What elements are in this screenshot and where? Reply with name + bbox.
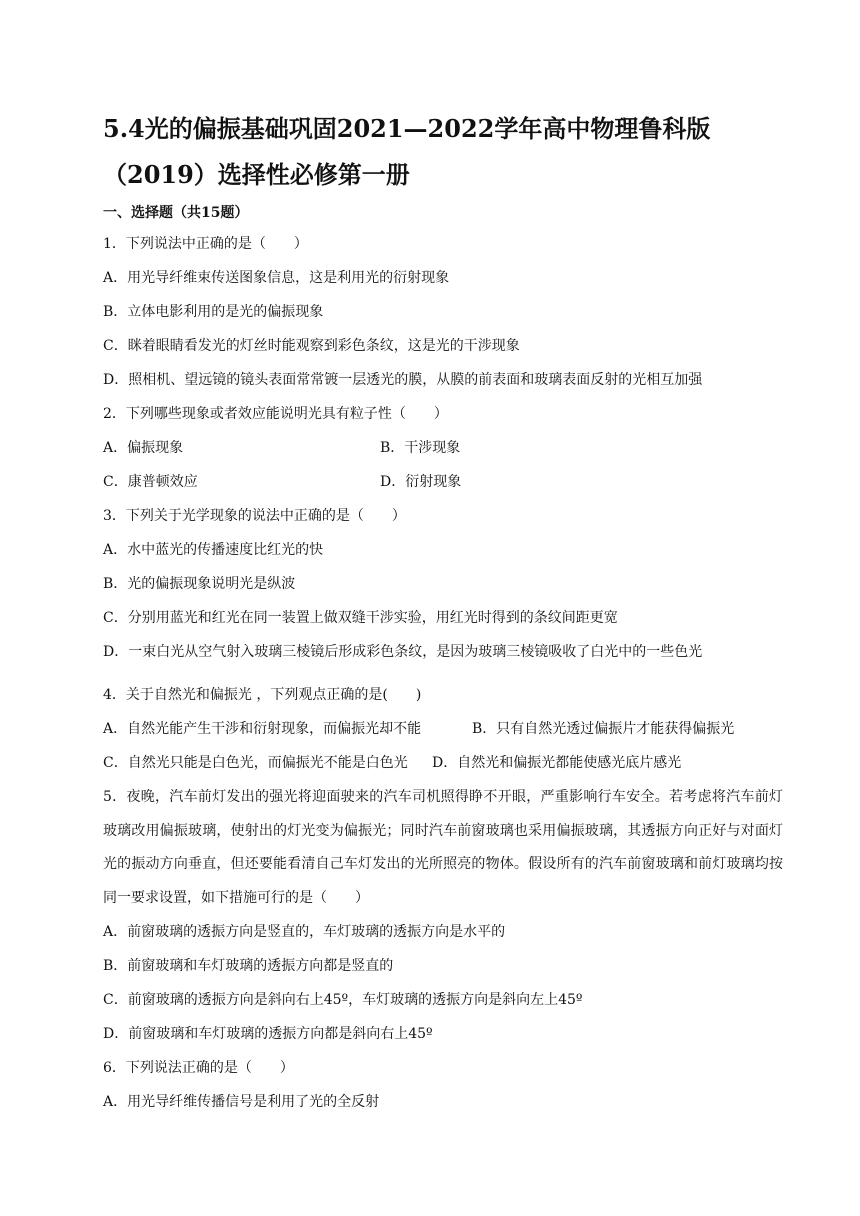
question-option: A．水中蓝光的传播速度比红光的快 — [103, 542, 324, 558]
document-title: 5.4光的偏振基础巩固2021—2022学年高中物理鲁科版（2019）选择性必修第一册 — [103, 114, 711, 189]
question-option: A．用光导纤维传播信号是利用了光的全反射 — [103, 1094, 380, 1110]
question-option: C．眯着眼睛看发光的灯丝时能观察到彩色条纹，这是光的干涉现象 — [103, 338, 520, 354]
question-option: D．照相机、望远镜的镜头表面常常镀一层透光的膜，从膜的前表面和玻璃表面反射的光相互加强 — [103, 372, 703, 388]
question-option: D．前窗玻璃和车灯玻璃的透振方向都是斜向右上45º — [103, 1026, 433, 1042]
question-option: C．自然光只能是白色光，而偏振光不能是白色光 — [103, 755, 408, 771]
question-option: D．衍射现象 — [380, 474, 462, 490]
question-option: A．偏振现象 — [103, 440, 184, 456]
question-option: B．干涉现象 — [380, 440, 461, 456]
question-stem: 1．下列说法中正确的是（ ） — [103, 236, 308, 252]
question-option: A．自然光能产生干涉和衍射现象，而偏振光却不能 — [103, 721, 422, 737]
question-stem: 4．关于自然光和偏振光 ，下列观点正确的是( ) — [103, 687, 422, 703]
question-stem: 3．下列关于光学现象的说法中正确的是（ ） — [103, 508, 406, 524]
question-option: B．只有自然光透过偏振片才能获得偏振光 — [472, 721, 735, 737]
question-stem: 6．下列说法正确的是（ ） — [103, 1060, 294, 1076]
section-heading: 一、选择题（共15题） — [103, 205, 249, 221]
question-option: C．前窗玻璃的透振方向是斜向右上45º，车灯玻璃的透振方向是斜向左上45º — [103, 992, 583, 1008]
question-option: C．分别用蓝光和红光在同一装置上做双缝干涉实验，用红光时得到的条纹间距更宽 — [103, 610, 618, 626]
question-option: B．前窗玻璃和车灯玻璃的透振方向都是竖直的 — [103, 958, 394, 974]
question-option: A．用光导纤维束传送图象信息，这是利用光的衍射现象 — [103, 270, 450, 286]
question-option: B．光的偏振现象说明光是纵波 — [103, 576, 296, 592]
question-option: A．前窗玻璃的透振方向是竖直的，车灯玻璃的透振方向是水平的 — [103, 924, 506, 940]
question-option: D．一束白光从空气射入玻璃三棱镜后形成彩色条纹，是因为玻璃三棱镜吸收了白光中的一些色光 — [103, 644, 703, 660]
question-stem: 2．下列哪些现象或者效应能说明光具有粒子性（ ） — [103, 406, 448, 422]
question-stem: 5．夜晚，汽车前灯发出的强光将迎面驶来的汽车司机照得睁不开眼，严重影响行车安全。若考虑将汽车前灯玻璃改用偏振玻璃，使射出的灯光变为偏振光；同时汽车前窗玻璃也采用偏振玻璃，其透振方向正好与对面灯光的振动方向垂直，但还要能看清自己车灯发出的光所照亮的物体。假设所有的汽车前窗玻璃和前灯玻璃均按同一要求设置，如下措施可行的是（ ） — [103, 789, 783, 906]
question-option: C．康普顿效应 — [103, 474, 198, 490]
question-option: B．立体电影利用的是光的偏振现象 — [103, 304, 324, 320]
question-option: D．自然光和偏振光都能使感光底片感光 — [432, 755, 682, 771]
